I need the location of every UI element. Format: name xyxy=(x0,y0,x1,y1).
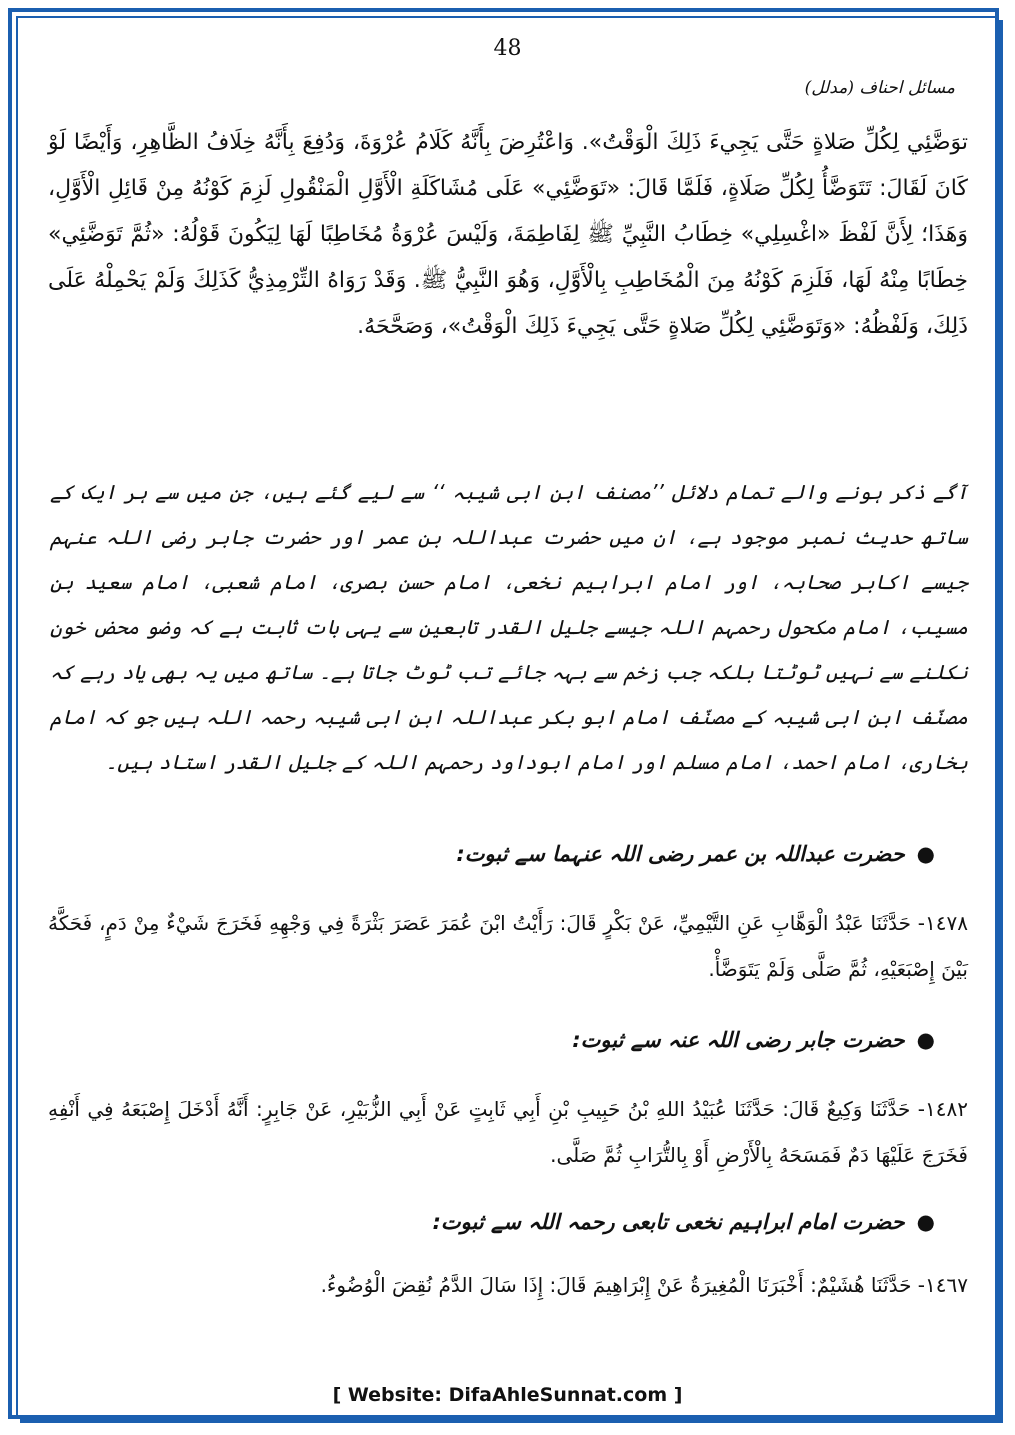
page-number: 48 xyxy=(493,36,522,61)
section-heading-text: حضرت عبداللہ بن عمر رضی اللہ عنہما سے ثبوت: xyxy=(456,842,905,866)
bullet-icon: ● xyxy=(916,1210,935,1234)
bullet-icon: ● xyxy=(916,842,935,866)
website-footer: [ Website: DifaAhleSunnat.com ] xyxy=(332,1384,683,1406)
urdu-paragraph: آگے ذکر ہونے والے تمام دلائل ’’مصنف ابن ابی شیبہ ‘‘ سے لیے گئے ہیں، جن میں سے ہر ایک کے ساتھ حدیث نمبر موجود ہے، ان میں حضرت عبداللہ بن عمر اور حضرت جابر رضی اللہ عنہم جیسے اکابر صحابہ، اور امام ابراہیم نخعی، امام حسن بصری، امام شعبی، امام سعید بن مسیب، امام مکحول رحمہم اللہ جیسے جلیل القدر تابعین سے یہی بات ثابت ہے کہ وضو محض خون نکلنے سے نہیں ٹوٹتا بلکہ جب زخم سے بہہ جائے تب ٹوٹ جاتا ہے۔ ساتھ میں یہ بھی یاد رہے کہ مصنّف ابن ابی شیبہ کے مصنّف امام ابو بکر عبداللہ ابن ابی شیبہ رحمہ اللہ ہیں جو کہ امام بخاری، امام احمد، امام مسلم اور امام ابوداود رحمہم اللہ کے جلیل القدر استاد ہیں۔ xyxy=(50,480,969,774)
bullet-icon: ● xyxy=(916,1028,935,1052)
section-heading-text: حضرت جابر رضی اللہ عنہ سے ثبوت: xyxy=(572,1028,905,1052)
hadith-1482: ١٤٨٢- حَدَّثَنَا وَكِيعٌ قَالَ: حَدَّثَنَا عُبَيْدُ اللهِ بْنُ حَبِيبِ بْنِ أَبِي ثَابِتٍ عَنْ أَبِي الزُّبَيْرِ، عَنْ جَابِرٍ: أَنَّهُ أَدْخَلَ إِصْبَعَهُ فِي أَنْفِهِ فَخَرَجَ عَلَيْهَا دَمٌ فَمَسَحَهُ بِالْأَرْضِ أَوْ بِالتُّرَابِ ثُمَّ صَلَّى. xyxy=(48,1097,968,1167)
section-heading-text: حضرت امام ابراہیم نخعی تابعی رحمہ اللہ سے ثبوت: xyxy=(432,1210,905,1234)
section-heading-ibrahim-nakhai xyxy=(433,1210,935,1234)
hadith-1478: ١٤٧٨- حَدَّثَنَا عَبْدُ الْوَهَّابِ عَنِ التَّيْمِيِّ، عَنْ بَكْرٍ قَالَ: رَأَيْتُ ابْنَ عُمَرَ عَصَرَ بَثْرَةً فِي وَجْهِهِ فَخَرَجَ شَيْءٌ مِنْ دَمٍ، فَحَكَّهُ بَيْنَ إِصْبَعَيْهِ، ثُمَّ صَلَّى وَلَمْ يَتَوَضَّأْ. xyxy=(48,911,968,981)
arabic-intro-paragraph: توَضَّئِي لِكُلِّ صَلاةٍ حَتَّى يَجِيءَ ذَلِكَ الْوَقْتُ». وَاعْتُرِضَ بِأَنَّهُ كَلَامُ عُرْوَةَ، وَدُفِعَ بِأَنَّهُ خِلَافُ الظَّاهِرِ، وَأَيْضًا لَوْ كَانَ لَقَالَ: تَتَوَضَّأُ لِكُلِّ صَلَاةٍ، فَلَمَّا قَالَ: «تَوَضَّئِي» عَلَى مُشَاكَلَةِ الْأَوَّلِ الْمَنْقُولِ لَزِمَ كَوْنُهُ مِنْ قَائِلِ الْأَوَّلِ، وَهَذَا؛ لِأَنَّ لَفْظَ «اغْسِلِي» خِطَابُ النَّبِيِّ ﷺ لِفَاطِمَةَ، وَلَيْسَ عُرْوَةُ مُخَاطِبًا لَهَا لِيَكُونَ قَوْلُهُ: «ثُمَّ تَوَضَّئِي» خِطَابًا مِنْهُ لَهَا، فَلَزِمَ كَوْنُهُ مِنَ الْمُخَاطِبِ بِالْأَوَّلِ، وَهُوَ النَّبِيُّ ﷺ. وَقَدْ رَوَاهُ التِّرْمِذِيُّ كَذَلِكَ وَلَمْ يَحْمِلْهُ عَلَى ذَلِكَ، وَلَفْظُهُ: «وَتَوَضَّئِي لِكُلِّ صَلاةٍ حَتَّى يَجِيءَ ذَلِكَ الْوَقْتُ»، وَصَحَّحَهُ. xyxy=(48,130,968,339)
hadith-1467: ١٤٦٧- حَدَّثَنَا هُشَيْمٌ: أَخْبَرَنَا الْمُغِيرَةُ عَنْ إِبْرَاهِيمَ قَالَ: إِذَا سَالَ الدَّمُ نُقِضَ الْوُضُوءُ. xyxy=(320,1273,968,1297)
section-heading-jabir xyxy=(572,1028,935,1052)
running-head: مسائل احناف (مدلل) xyxy=(804,78,955,98)
section-heading-ibn-umar xyxy=(456,842,935,866)
